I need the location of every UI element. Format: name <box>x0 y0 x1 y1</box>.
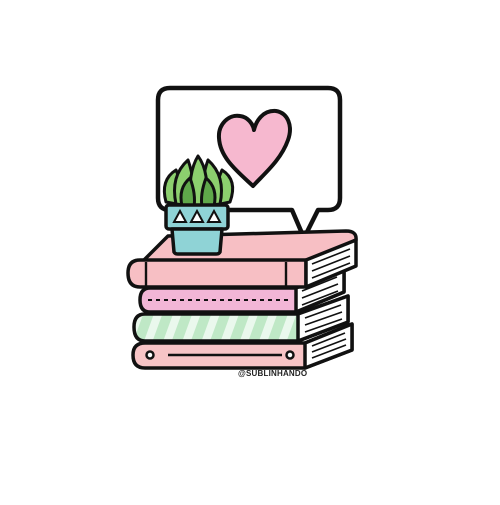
book-stack <box>128 231 356 368</box>
artist-credit: @SUBLINHANDO <box>238 369 308 378</box>
potted-succulent <box>164 156 232 254</box>
plant-pot <box>166 205 228 254</box>
book-top <box>128 231 356 287</box>
